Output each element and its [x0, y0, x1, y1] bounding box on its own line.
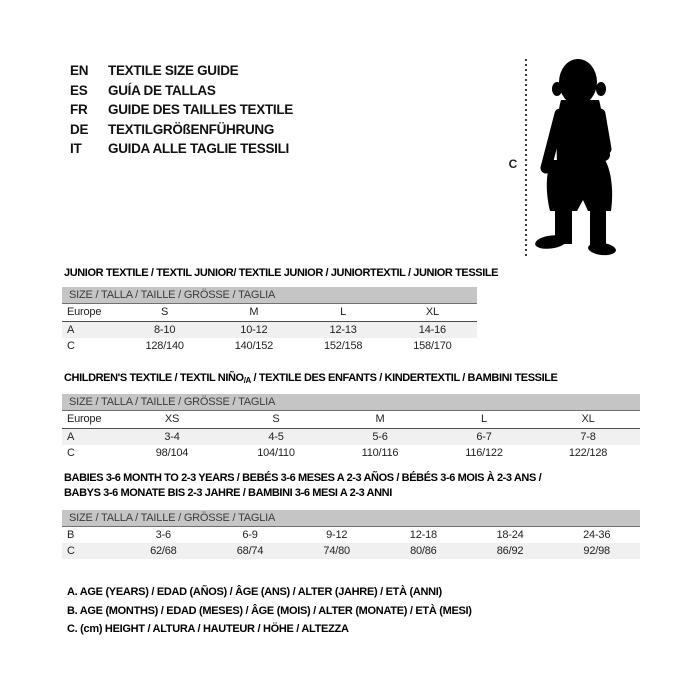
table-cell: 7-8 — [580, 431, 596, 443]
size-column-header: S — [272, 413, 280, 425]
language-row-es — [70, 81, 293, 101]
region-header: Europe — [67, 306, 102, 318]
table-title-part: CHILDREN'S TEXTILE / TEXTIL NIÑO — [64, 372, 244, 384]
table-cell: 5-6 — [372, 431, 388, 443]
table-cell: 110/116 — [361, 447, 399, 459]
language-label: GUÍA DE TALLAS — [108, 82, 216, 98]
language-code: FR — [70, 102, 88, 117]
table-cell: 12-13 — [329, 324, 357, 336]
size-column-header: M — [375, 413, 385, 425]
table-row-height — [62, 445, 640, 461]
language-code: DE — [70, 121, 89, 137]
table-header-row — [62, 411, 640, 429]
table-title-line2: BABYS 3-6 MONATE BIS 2-3 JAHRE / BAMBINI 3-6 MESI A 2-3 ANNI — [64, 487, 392, 499]
language-row-de — [70, 120, 293, 140]
spacer — [62, 502, 640, 510]
size-column-header: XL — [425, 306, 439, 318]
table-cell: 74/80 — [323, 545, 350, 557]
size-header-bar: SIZE / TALLA / TAILLE / GRÖSSE / TAGLIA — [62, 287, 477, 304]
row-label: A — [67, 431, 75, 443]
row-label: C — [67, 340, 75, 352]
measure-label-c: C — [508, 157, 518, 171]
table-cell: 14-16 — [418, 324, 446, 336]
table-row-age — [62, 322, 477, 338]
size-column-header: L — [340, 306, 347, 318]
region-header: Europe — [67, 413, 102, 425]
table-cell: 128/140 — [145, 340, 184, 352]
children-size-table — [62, 372, 640, 461]
table-cell: 3-6 — [155, 529, 171, 541]
table-cell: 86/92 — [496, 545, 524, 557]
table-title — [62, 372, 640, 394]
language-list — [70, 61, 293, 159]
table-cell: 8-10 — [154, 324, 176, 336]
table-row-age-months — [62, 527, 640, 543]
height-measure-dashed-line — [525, 59, 527, 257]
table-cell: 122/128 — [568, 447, 608, 459]
table-cell: 68/74 — [236, 545, 264, 557]
language-label: TEXTILE SIZE GUIDE — [108, 63, 239, 78]
table-cell: 62/68 — [150, 545, 177, 557]
language-label: GUIDE DES TAILLES TEXTILE — [108, 102, 294, 117]
table-cell: 92/98 — [583, 545, 610, 557]
junior-size-table — [62, 267, 499, 354]
table-cell: 116/122 — [465, 447, 503, 459]
size-column-header: M — [249, 306, 259, 318]
language-row-en — [70, 61, 293, 81]
table-title-line1: BABIES 3-6 MONTH TO 2-3 YEARS / BEBÉS 3-6 MESES A 2-3 AÑOS / BÉBÉS 3-6 MOIS À 2-3 ANS / — [64, 472, 542, 484]
footnote-c: C. (cm) HEIGHT / ALTURA / HAUTEUR / HÖHE / ALTEZZA — [67, 623, 349, 635]
table-row-age — [62, 429, 640, 445]
language-label: TEXTILGRÖßENFÜHRUNG — [108, 121, 275, 137]
language-row-it — [70, 139, 293, 159]
row-label: A — [67, 324, 75, 336]
table-cell: 6-7 — [476, 431, 492, 443]
table-title-part: / TEXTILE DES ENFANTS / KINDERTEXTIL / BAMBINI TESSILE — [250, 372, 558, 384]
table-cell: 9-12 — [326, 529, 348, 541]
table-cell: 3-4 — [164, 431, 180, 443]
table-title: JUNIOR TEXTILE / TEXTIL JUNIOR/ TEXTILE JUNIOR / JUNIORTEXTIL / JUNIOR TESSILE — [64, 267, 499, 279]
size-column-header: L — [481, 413, 487, 425]
row-label: C — [67, 447, 75, 459]
table-row-height — [62, 338, 477, 354]
table-cell: 18-24 — [496, 529, 524, 541]
table-cell: 80/86 — [410, 545, 437, 557]
language-row-fr — [70, 100, 293, 120]
babies-size-table — [62, 472, 640, 559]
table-cell: 98/104 — [155, 447, 189, 459]
table-cell: 6-9 — [242, 529, 258, 541]
language-code: ES — [70, 82, 88, 98]
language-label: GUIDA ALLE TAGLIE TESSILI — [108, 141, 289, 156]
language-code: IT — [70, 141, 82, 156]
table-title-subscript: /A — [243, 376, 251, 385]
language-code: EN — [70, 63, 89, 78]
baby-silhouette-icon — [533, 56, 623, 260]
footnote-b: B. AGE (MONTHS) / EDAD (MESES) / ÂGE (MOIS) / ALTER (MONATE) / ETÀ (MESI) — [67, 604, 472, 617]
table-cell: 4-5 — [268, 431, 284, 443]
footnote-a: A. AGE (YEARS) / EDAD (AÑOS) / ÂGE (ANS) / ALTER (JAHRE) / ETÀ (ANNI) — [67, 586, 442, 598]
table-cell: 158/170 — [413, 340, 452, 352]
row-label: B — [67, 529, 75, 541]
row-label: C — [67, 545, 75, 557]
size-column-header: XS — [164, 413, 180, 425]
size-header-bar: SIZE / TALLA / TAILLE / GRÖSSE / TAGLIA — [62, 510, 640, 527]
table-header-row — [62, 304, 477, 322]
table-cell: 10-12 — [240, 324, 268, 336]
size-header-bar: SIZE / TALLA / TAILLE / GRÖSSE / TAGLIA — [62, 394, 640, 411]
size-column-header: XL — [581, 413, 595, 425]
table-row-height — [62, 543, 640, 559]
table-cell: 24-36 — [583, 529, 611, 541]
table-cell: 152/158 — [323, 340, 363, 352]
footnote-legend — [67, 583, 472, 639]
table-cell: 104/110 — [257, 447, 295, 459]
table-cell: 12-18 — [409, 529, 437, 541]
table-cell: 140/152 — [234, 340, 274, 352]
size-column-header: S — [161, 306, 169, 318]
